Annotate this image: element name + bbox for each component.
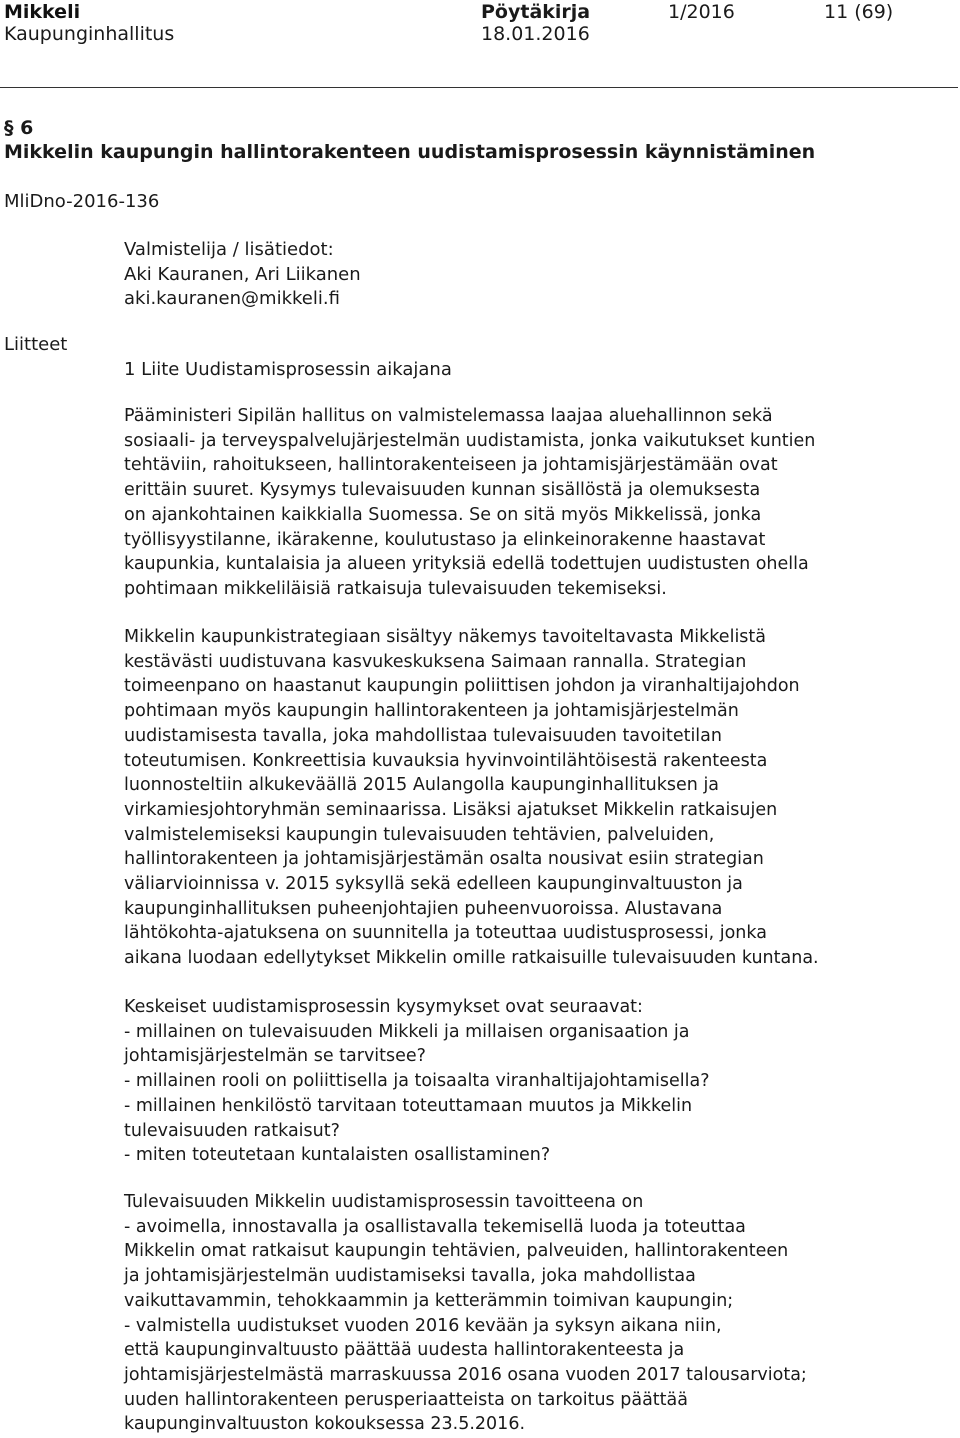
paragraph-line: toimeenpano on haastanut kaupungin poliittisen johdon ja viranhaltijajohdon <box>124 676 800 697</box>
paragraph-line: luonnosteltiin alkukeväällä 2015 Aulangolla kaupunginhallituksen ja <box>124 775 720 796</box>
paragraph-line: - avoimella, innostavalla ja osallistavalla tekemisellä luoda ja toteuttaa <box>124 1216 746 1237</box>
paragraph-line: - millainen henkilöstö tarvitaan toteuttamaan muutos ja Mikkelin <box>124 1095 693 1116</box>
paragraph-line: johtamisjärjestelmästä marraskuussa 2016 osana vuoden 2017 talousarviota; <box>124 1364 807 1385</box>
paragraph-line: pohtimaan mikkeliläisiä ratkaisuja tulevaisuuden tekemiseksi. <box>124 578 667 599</box>
paragraph-line: kaupunginvaltuuston kokouksessa 23.5.2016. <box>124 1414 526 1435</box>
preparer-label: Valmistelija / lisätiedot: <box>124 239 334 260</box>
paragraph-line: tulevaisuuden ratkaisut? <box>124 1120 340 1141</box>
paragraph-line: - valmistella uudistukset vuoden 2016 kevään ja syksyn aikana niin, <box>124 1315 722 1336</box>
paragraph-line: tehtäviin, rahoitukseen, hallintorakenteiseen ja johtamisjärjestämään ovat <box>124 455 778 476</box>
paragraph-line: uudistamisesta tavalla, joka mahdollistaa tulevaisuuden tavoitetilan <box>124 725 722 746</box>
preparer-names: Aki Kauranen, Ari Liikanen <box>124 263 361 285</box>
section-title: Mikkelin kaupungin hallintorakenteen uudistamisprosessin käynnistäminen <box>4 141 816 163</box>
record-number: MliDno-2016-136 <box>4 191 160 212</box>
paragraph-line: sosiaali- ja terveyspalvelujärjestelmän uudistamista, jonka vaikutukset kuntien <box>124 430 816 451</box>
header-divider <box>0 87 958 88</box>
paragraph-line: - miten toteutetaan kuntalaisten osallistaminen? <box>124 1145 551 1166</box>
paragraph-line: Tulevaisuuden Mikkelin uudistamisprosessin tavoitteena on <box>124 1192 644 1212</box>
paragraph-line: kestävästi uudistuvana kasvukeskuksena Saimaan rannalla. Strategian <box>124 651 747 672</box>
paragraph-line: uuden hallintorakenteen perusperiaatteista on tarkoitus päättää <box>124 1389 688 1410</box>
paragraph-line: on ajankohtainen kaikkialla Suomessa. Se on sitä myös Mikkelissä, jonka <box>124 504 762 525</box>
paragraph-line: valmistelemiseksi kaupungin tulevaisuuden tehtävien, palveluiden, <box>124 824 715 845</box>
paragraph-line: erittäin suuret. Kysymys tulevaisuuden kunnan sisällöstä ja olemuksesta <box>124 480 761 501</box>
preparer-block <box>124 238 361 312</box>
paragraph-line: Pääministeri Sipilän hallitus on valmistelemassa laajaa aluehallinnon sekä <box>124 406 773 426</box>
header-meeting-number: 1/2016 <box>668 1 735 23</box>
paragraph-line: ja johtamisjärjestelmän uudistamiseksi tavalla, joka mahdollistaa <box>124 1266 696 1287</box>
paragraph-3 <box>124 995 960 1168</box>
paragraph-line: Mikkelin omat ratkaisut kaupungin tehtävien, palveuiden, hallintorakenteen <box>124 1241 789 1262</box>
paragraph-2 <box>124 625 960 971</box>
header-organization: Mikkeli <box>4 1 81 23</box>
attachment-item: 1 Liite Uudistamisprosessin aikajana <box>124 359 452 380</box>
paragraph-line: kaupunginhallituksen puheenjohtajien puheenvuoroissa. Alustavana <box>124 898 723 919</box>
paragraph-line: johtamisjärjestelmän se tarvitsee? <box>124 1046 426 1067</box>
paragraph-line: Keskeiset uudistamisprosessin kysymykset ovat seuraavat: <box>124 997 643 1017</box>
header-page-number: 11 (69) <box>824 1 894 23</box>
paragraph-line: toteutumisen. Konkreettisia kuvauksia hyvinvointilähtöisestä rakenteesta <box>124 750 768 771</box>
paragraph-line: virkamiesjohtoryhmän seminaarissa. Lisäksi ajatukset Mikkelin ratkaisujen <box>124 799 778 820</box>
paragraph-4 <box>124 1190 960 1437</box>
paragraph-line: aikana luodaan edellytykset Mikkelin omille ratkaisuille tulevaisuuden kuntana. <box>124 948 819 969</box>
paragraph-line: että kaupunginvaltuusto päättää uudesta hallintorakenteesta ja <box>124 1340 685 1361</box>
paragraph-1 <box>124 404 960 602</box>
header-body: Kaupunginhallitus <box>4 23 175 45</box>
paragraph-line: työllisyystilanne, ikärakenne, koulutustaso ja elinkeinorakenne haastavat <box>124 529 766 550</box>
header-document-type: Pöytäkirja <box>481 1 591 23</box>
paragraph-line: kaupunkia, kuntalaisia ja alueen yrityksiä edellä todettujen uudistusten ohella <box>124 554 809 575</box>
header-date: 18.01.2016 <box>481 23 590 45</box>
paragraph-line: pohtimaan myös kaupungin hallintorakenteen ja johtamisjärjestelmän <box>124 701 739 722</box>
paragraph-line: vaikuttavammin, tehokkaammin ja ketterämmin toimivan kaupungin; <box>124 1290 734 1311</box>
paragraph-line: lähtökohta-ajatuksena on suunnitella ja toteuttaa uudistusprosessi, jonka <box>124 923 767 944</box>
preparer-email: aki.kauranen@mikkeli.fi <box>124 288 340 309</box>
section-number: § 6 <box>4 117 34 139</box>
paragraph-line: - millainen on tulevaisuuden Mikkeli ja millaisen organisaation ja <box>124 1021 690 1042</box>
paragraph-line: - millainen rooli on poliittisella ja toisaalta viranhaltijajohtamisella? <box>124 1071 710 1092</box>
paragraph-line: väliarvioinnissa v. 2015 syksyllä sekä edelleen kaupunginvaltuuston ja <box>124 874 743 895</box>
paragraph-line: hallintorakenteen ja johtamisjärjestämän osalta nousivat esiin strategian <box>124 849 764 870</box>
attachments-label: Liitteet <box>4 334 68 355</box>
paragraph-line: Mikkelin kaupunkistrategiaan sisältyy näkemys tavoiteltavasta Mikkelistä <box>124 627 767 647</box>
